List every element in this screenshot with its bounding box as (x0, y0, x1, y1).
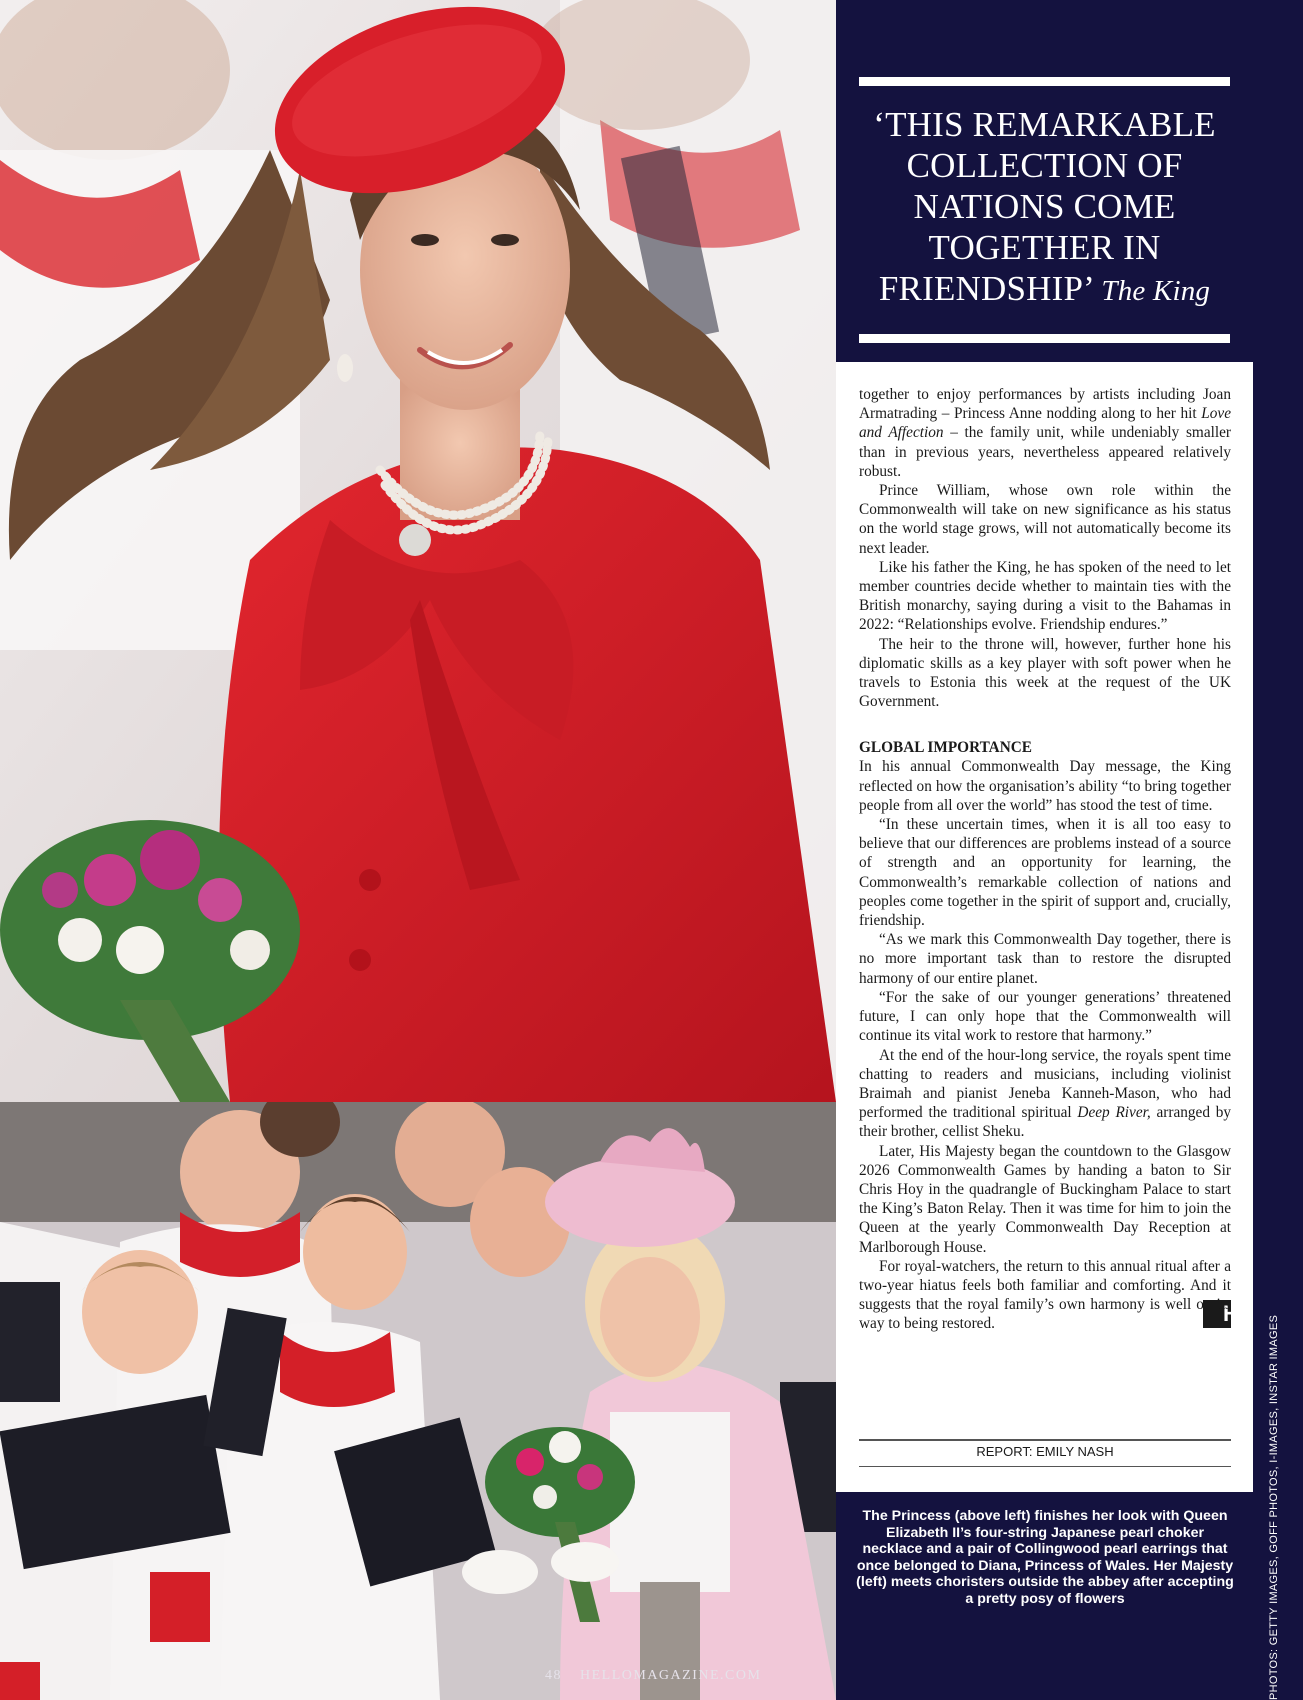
pull-quote-text: ‘THIS REMARKABLE COLLECTION OF NATIONS COME TOGETHER IN FRIENDSHIP’ (873, 105, 1216, 308)
pull-quote-top-rule (859, 77, 1230, 86)
article-paragraph: The heir to the throne will, however, further hone his diplomatic skills as a key player with soft power when he travels to Estonia this week at the request of the UK Government. (859, 635, 1231, 711)
article-paragraph: Prince William, whose own role within the Commonwealth will take on new significance as his status on the world stage grows, will not automatically become its next leader. (859, 482, 1231, 557)
site-name: HELLOMAGAZINE.COM (580, 1668, 762, 1683)
pull-quote-bottom-rule (859, 334, 1230, 343)
article-paragraph: Like his father the King, he has spoken of the need to let member countries decide whether to maintain ties with the British monarchy, saying during a visit to the Bahamas in 2022: “Relationships evolve. Friendship endures.” (859, 558, 1231, 634)
photo-princess-illustration (0, 0, 836, 1102)
photo-caption: The Princess (above left) finishes her look with Queen Elizabeth II’s four-string Japanese pearl choker necklace and a pair of Collingwood pearl earrings that once belonged to Diana, Princess of Wales. Her Majesty (left) meets choristers outside the abbey after accepting a pretty posy of flowers (856, 1508, 1234, 1607)
photo-princess-in-red (0, 0, 836, 1102)
article-paragraph: “As we mark this Commonwealth Day together, there is no more important task than to restore the disrupted harmony of our entire planet. (859, 931, 1231, 987)
article-paragraph: together to enjoy performances by artists including Joan Armatrading – Princess Anne nodding along to her hit Love and Affection – the family unit, while undeniably smaller than in previous years, nevertheless appeared relatively robust. (859, 386, 1231, 480)
article-paragraph: “For the sake of our younger generations’ threatened future, I can only hope that the Commonwealth will continue its vital work to restore that harmony.” (859, 988, 1231, 1045)
report-byline: REPORT: EMILY NASH (976, 1444, 1114, 1459)
article-paragraph: In his annual Commonwealth Day message, the King reflected on how the organisation’s ability “to bring together people from all over the world” has stood the test of time. (859, 758, 1231, 814)
page-number: 48 (545, 1668, 562, 1683)
page-folio (545, 1668, 761, 1684)
photo-credit: PHOTOS: GETTY IMAGES, GOFF PHOTOS, I-IMAGES, INSTAR IMAGES (1268, 1314, 1280, 1700)
article-paragraph: “In these uncertain times, when it is all too easy to believe that our differences are problems instead of a source of strength and an opportunity for learning, the Commonwealth’s remarkable collection of nations and peoples come together in the spirit of support and, crucially, friendship. (859, 816, 1231, 930)
end-mark-logo-icon: H (1203, 1300, 1231, 1328)
pull-quote (859, 104, 1230, 312)
article-paragraph: At the end of the hour-long service, the royals spent time chatting to readers and musicians, including violinist Braimah and pianist Jeneba Kanneh-Mason, who had performed the traditional spiritual Deep River, arranged by their brother, cellist Sheku. (859, 1046, 1232, 1141)
photo-choristers-illustration (0, 1102, 836, 1700)
pull-quote-attribution: The King (1101, 275, 1211, 307)
report-top-rule (859, 1439, 1231, 1441)
photo-queen-with-choristers (0, 1102, 836, 1700)
article-body (859, 385, 1239, 1334)
song-title: Love and Affection (859, 405, 1231, 442)
article-paragraph: For royal-watchers, the return to this annual ritual after a two-year hiatus feels both familiar and comforting. And it suggests that the royal family’s own harmony is well on its way to being restored. H (859, 1257, 1239, 1333)
section-heading: GLOBAL IMPORTANCE (859, 739, 1032, 757)
report-bottom-rule (859, 1466, 1231, 1467)
article-paragraph: Later, His Majesty began the countdown to the Glasgow 2026 Commonwealth Games by handing a baton to Sir Chris Hoy in the quadrangle of Buckingham Palace to start the King’s Baton Relay. Then it was time for him to join the Queen at the yearly Commonwealth Day Reception at Marlborough House. (859, 1142, 1231, 1256)
piece-title: Deep River, (1077, 1104, 1151, 1122)
